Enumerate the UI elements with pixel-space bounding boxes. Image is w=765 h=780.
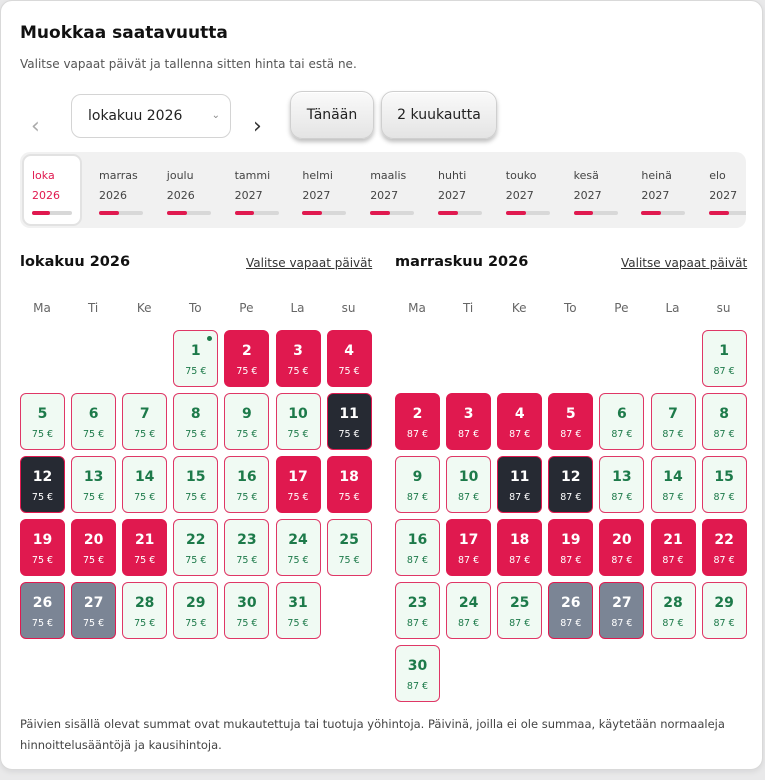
day-price: 75 € <box>236 555 258 566</box>
day-number: 14 <box>134 469 155 485</box>
day-cell[interactable] <box>446 393 491 450</box>
day-cell[interactable] <box>395 645 440 702</box>
day-number: 6 <box>617 406 627 422</box>
day-price: 87 € <box>406 618 429 629</box>
day-price: 75 € <box>31 555 54 566</box>
month-tab-progress-fill <box>506 211 526 215</box>
day-cell[interactable] <box>497 456 542 513</box>
day-number: 30 <box>237 595 257 611</box>
month-tab-loka[interactable] <box>22 154 82 226</box>
day-cell[interactable] <box>327 393 372 450</box>
prev-month-chevron-icon[interactable]: ‹ <box>31 114 40 139</box>
day-cell[interactable] <box>446 456 491 513</box>
day-number: 2 <box>412 406 423 422</box>
day-price: 75 € <box>236 366 258 377</box>
month-tab-progress <box>641 211 685 215</box>
month-tab-name: heinä <box>641 169 672 182</box>
day-number: 15 <box>714 469 734 485</box>
month-strip <box>20 152 746 228</box>
day-cell[interactable] <box>173 582 218 639</box>
day-price: 87 € <box>662 555 684 566</box>
month-tab-year: 2026 <box>99 189 127 202</box>
month-tab-year: 2026 <box>32 189 60 202</box>
day-cell[interactable] <box>122 456 167 513</box>
month-tab-year: 2027 <box>505 189 534 202</box>
month-tab-progress-fill <box>370 211 390 215</box>
day-number: 4 <box>344 343 354 359</box>
day-number: 25 <box>509 595 530 611</box>
day-number: 24 <box>458 595 479 611</box>
month-tab-name: huhti <box>438 169 467 182</box>
month-tab-tammi[interactable] <box>225 154 285 226</box>
day-number: 16 <box>407 532 428 548</box>
day-price: 75 € <box>134 429 156 440</box>
month-tab-year: 2027 <box>302 189 331 202</box>
day-price: 75 € <box>31 429 54 440</box>
month-tab-heinä[interactable] <box>631 154 691 226</box>
day-number: 19 <box>32 532 53 548</box>
day-number: 13 <box>612 469 632 485</box>
month-tab-kesä[interactable] <box>564 154 624 226</box>
select-free-days-link[interactable]: Valitse vapaat päivät <box>621 256 748 270</box>
month-tab-name: loka <box>32 169 55 182</box>
day-cell[interactable] <box>122 582 167 639</box>
month-tab-progress <box>506 211 550 215</box>
weekday-label: La <box>665 301 680 315</box>
month-tab-progress-fill <box>438 211 458 215</box>
day-number: 19 <box>561 532 581 548</box>
day-number: 13 <box>83 469 104 485</box>
day-number: 25 <box>339 532 359 548</box>
month-tab-progress <box>370 211 414 215</box>
day-price: 87 € <box>458 618 480 629</box>
calendar-title: marraskuu 2026 <box>395 254 529 270</box>
day-number: 30 <box>407 658 428 674</box>
month-tab-progress-fill <box>709 211 729 215</box>
day-number: 20 <box>83 532 104 548</box>
day-price: 87 € <box>406 429 429 440</box>
weekday-label: Ti <box>462 301 474 315</box>
day-number: 11 <box>509 469 530 485</box>
day-price: 75 € <box>236 492 258 503</box>
month-tab-progress-fill <box>32 211 50 215</box>
calendar-title: lokakuu 2026 <box>20 254 131 270</box>
day-number: 31 <box>288 595 308 611</box>
day-price: 87 € <box>611 429 633 440</box>
day-number: 17 <box>288 469 308 485</box>
month-tab-progress-fill <box>235 211 255 215</box>
day-number: 3 <box>293 343 303 359</box>
month-tab-progress-fill <box>302 211 322 215</box>
day-price: 75 € <box>83 555 105 566</box>
month-tab-touko[interactable] <box>496 154 556 226</box>
day-number: 11 <box>339 406 359 422</box>
day-cell[interactable] <box>497 393 542 450</box>
month-tab-progress <box>302 211 346 215</box>
month-tab-year: 2026 <box>166 189 195 202</box>
weekday-label: Pe <box>239 301 254 315</box>
day-number: 3 <box>463 406 474 422</box>
month-tab-year: 2027 <box>709 189 738 202</box>
month-tab-marras[interactable] <box>89 154 149 226</box>
month-tab-name: marras <box>99 169 138 182</box>
day-price: 75 € <box>287 366 309 377</box>
day-price: 87 € <box>662 492 684 503</box>
day-number: 29 <box>714 595 734 611</box>
day-cell[interactable] <box>224 582 269 639</box>
day-price: 87 € <box>713 429 735 440</box>
day-price: 75 € <box>185 618 207 629</box>
month-tab-progress-fill <box>574 211 594 215</box>
day-number: 22 <box>714 532 734 548</box>
day-price: 75 € <box>185 492 207 503</box>
day-cell[interactable] <box>599 519 644 576</box>
day-number: 28 <box>134 595 155 611</box>
day-number: 7 <box>668 406 678 422</box>
day-cell[interactable] <box>276 582 321 639</box>
day-price: 75 € <box>31 492 54 503</box>
day-price: 87 € <box>713 555 735 566</box>
footer-note: Päivien sisällä olevat summat ovat mukautettuja tai tuotuja yöhintoja. Päivinä, joilla ei ole summaa, käytetään normaaleja hinnoittelusääntöjä ja kausihintoja. <box>20 717 725 752</box>
day-cell[interactable] <box>173 519 218 576</box>
day-cell[interactable] <box>702 519 747 576</box>
day-cell[interactable] <box>173 393 218 450</box>
weekday-label: La <box>290 301 305 315</box>
day-number: 9 <box>242 406 252 422</box>
day-number: 20 <box>612 532 632 548</box>
day-price: 75 € <box>134 618 156 629</box>
day-number: 27 <box>612 595 632 611</box>
day-price: 75 € <box>236 618 258 629</box>
day-price: 75 € <box>134 492 156 503</box>
month-tab-name: kesä <box>573 169 599 182</box>
month-tab-progress <box>99 211 143 215</box>
day-price: 75 € <box>287 429 309 440</box>
day-cell[interactable] <box>71 519 116 576</box>
day-cell[interactable] <box>20 393 65 450</box>
day-number: 24 <box>288 532 308 548</box>
day-price: 87 € <box>406 681 429 692</box>
day-cell[interactable] <box>395 519 440 576</box>
day-price: 87 € <box>560 618 582 629</box>
day-number: 14 <box>663 469 683 485</box>
day-cell[interactable] <box>71 393 116 450</box>
day-cell[interactable] <box>20 582 65 639</box>
weekday-label: To <box>563 301 577 315</box>
day-cell[interactable] <box>327 519 372 576</box>
day-price: 87 € <box>560 429 582 440</box>
month-select-value: lokakuu 2026 <box>88 108 183 124</box>
month-tab-name: helmi <box>302 169 333 182</box>
dialog-title: Muokkaa saatavuutta <box>20 23 228 43</box>
day-price: 75 € <box>287 492 309 503</box>
day-cell[interactable] <box>20 519 65 576</box>
day-number: 21 <box>134 532 155 548</box>
day-cell[interactable] <box>71 582 116 639</box>
weekday-label: Ma <box>408 301 426 315</box>
day-cell[interactable] <box>548 393 593 450</box>
day-cell[interactable] <box>446 519 491 576</box>
month-tab-progress-fill <box>641 211 661 215</box>
month-tab-progress-fill <box>167 211 187 215</box>
day-cell[interactable] <box>395 582 440 639</box>
day-price: 87 € <box>662 429 684 440</box>
dialog-subtitle: Valitse vapaat päivät ja tallenna sitten hinta tai estä ne. <box>20 57 357 71</box>
weekday-label: su <box>716 301 731 315</box>
day-cell[interactable] <box>122 519 167 576</box>
month-tab-progress-fill <box>99 211 119 215</box>
day-number: 27 <box>83 595 104 611</box>
month-tab-helmi[interactable] <box>292 154 352 226</box>
day-price: 75 € <box>31 618 54 629</box>
day-number: 8 <box>190 406 201 422</box>
day-price: 87 € <box>458 429 480 440</box>
day-number: 12 <box>32 469 53 485</box>
day-price: 87 € <box>509 492 531 503</box>
day-cell[interactable] <box>702 393 747 450</box>
day-cell[interactable] <box>276 393 321 450</box>
day-cell[interactable] <box>276 519 321 576</box>
day-cell[interactable] <box>20 456 65 513</box>
day-cell[interactable] <box>122 393 167 450</box>
month-tab-maalis[interactable] <box>360 154 420 226</box>
day-number: 10 <box>458 469 479 485</box>
day-price: 87 € <box>406 492 429 503</box>
day-cell[interactable] <box>702 330 747 387</box>
day-number: 7 <box>139 406 150 422</box>
month-tab-name: elo <box>709 169 726 182</box>
day-price: 75 € <box>185 555 207 566</box>
day-number: 1 <box>719 343 729 359</box>
today-dot-icon <box>207 336 212 341</box>
day-cell[interactable] <box>71 456 116 513</box>
day-cell[interactable] <box>224 519 269 576</box>
day-price: 75 € <box>236 429 258 440</box>
day-cell[interactable] <box>395 456 440 513</box>
day-cell[interactable] <box>599 393 644 450</box>
day-price: 87 € <box>662 618 684 629</box>
month-tab-progress <box>438 211 482 215</box>
day-cell[interactable] <box>395 393 440 450</box>
weekday-label: To <box>188 301 202 315</box>
month-tab-progress <box>709 211 746 215</box>
day-price: 87 € <box>560 492 582 503</box>
day-number: 5 <box>565 406 576 422</box>
day-price: 75 € <box>83 618 105 629</box>
day-cell[interactable] <box>548 456 593 513</box>
day-cell[interactable] <box>548 519 593 576</box>
day-cell[interactable] <box>651 393 696 450</box>
day-number: 2 <box>242 343 252 359</box>
day-cell[interactable] <box>276 456 321 513</box>
day-cell[interactable] <box>173 456 218 513</box>
month-tab-name: tammi <box>234 169 271 182</box>
day-price: 87 € <box>713 618 735 629</box>
day-price: 75 € <box>185 366 207 377</box>
two-months-button[interactable]: 2 kuukautta <box>381 91 497 139</box>
day-number: 5 <box>37 406 48 422</box>
day-number: 26 <box>561 595 581 611</box>
day-number: 9 <box>412 469 423 485</box>
day-number: 26 <box>32 595 53 611</box>
day-price: 87 € <box>458 555 480 566</box>
next-month-chevron-icon[interactable]: › <box>253 114 262 139</box>
month-tab-name: joulu <box>166 169 194 182</box>
month-tab-progress <box>574 211 618 215</box>
weekday-label: Ke <box>511 301 527 315</box>
day-cell[interactable] <box>327 330 372 387</box>
weekday-label: Pe <box>614 301 629 315</box>
day-price: 75 € <box>338 429 360 440</box>
day-number: 17 <box>458 532 479 548</box>
day-cell[interactable] <box>327 456 372 513</box>
month-tab-year: 2027 <box>234 189 263 202</box>
month-tab-joulu[interactable] <box>157 154 217 226</box>
day-number: 10 <box>288 406 308 422</box>
day-cell[interactable] <box>276 330 321 387</box>
day-cell[interactable] <box>497 582 542 639</box>
day-price: 75 € <box>338 492 360 503</box>
day-number: 15 <box>186 469 206 485</box>
day-number: 21 <box>663 532 683 548</box>
day-cell[interactable] <box>651 582 696 639</box>
day-number: 16 <box>237 469 257 485</box>
weekday-label: Ma <box>33 301 51 315</box>
day-cell[interactable] <box>651 456 696 513</box>
day-price: 87 € <box>406 555 429 566</box>
day-number: 1 <box>190 343 201 359</box>
day-number: 6 <box>88 406 99 422</box>
day-price: 87 € <box>611 492 633 503</box>
day-price: 87 € <box>509 429 531 440</box>
weekday-label: su <box>341 301 356 315</box>
day-number: 23 <box>407 595 428 611</box>
day-price: 87 € <box>611 555 633 566</box>
day-cell[interactable] <box>702 456 747 513</box>
day-price: 87 € <box>713 366 735 377</box>
day-price: 87 € <box>560 555 582 566</box>
day-number: 29 <box>186 595 206 611</box>
day-price: 87 € <box>509 555 531 566</box>
day-cell[interactable] <box>446 582 491 639</box>
month-tab-year: 2027 <box>370 189 399 202</box>
day-cell[interactable] <box>599 456 644 513</box>
day-number: 23 <box>237 532 257 548</box>
day-number: 28 <box>663 595 683 611</box>
day-price: 75 € <box>134 555 156 566</box>
month-tab-year: 2027 <box>641 189 670 202</box>
month-tab-name: touko <box>505 169 537 182</box>
day-cell[interactable] <box>224 330 269 387</box>
day-number: 18 <box>509 532 530 548</box>
day-cell[interactable] <box>173 330 218 387</box>
month-tab-progress <box>235 211 279 215</box>
day-cell[interactable] <box>497 519 542 576</box>
day-price: 75 € <box>83 492 105 503</box>
day-price: 87 € <box>509 618 531 629</box>
month-tab-name: maalis <box>370 169 407 182</box>
day-number: 8 <box>719 406 729 422</box>
day-price: 75 € <box>338 366 360 377</box>
month-tab-elo[interactable] <box>699 154 746 226</box>
month-tab-year: 2027 <box>573 189 602 202</box>
day-price: 75 € <box>287 555 309 566</box>
day-cell[interactable] <box>651 519 696 576</box>
day-cell[interactable] <box>224 456 269 513</box>
today-button[interactable]: Tänään <box>290 91 374 139</box>
month-tab-progress <box>32 211 72 215</box>
select-free-days-link[interactable]: Valitse vapaat päivät <box>246 256 373 270</box>
day-cell[interactable] <box>599 582 644 639</box>
day-price: 87 € <box>611 618 633 629</box>
day-cell[interactable] <box>224 393 269 450</box>
weekday-label: Ke <box>136 301 152 315</box>
day-price: 75 € <box>83 429 105 440</box>
month-select[interactable] <box>71 94 231 138</box>
month-tab-huhti[interactable] <box>428 154 488 226</box>
day-price: 75 € <box>185 429 207 440</box>
day-number: 22 <box>186 532 206 548</box>
day-price: 87 € <box>713 492 735 503</box>
day-price: 87 € <box>458 492 480 503</box>
day-cell[interactable] <box>702 582 747 639</box>
day-price: 75 € <box>287 618 309 629</box>
day-cell[interactable] <box>548 582 593 639</box>
month-tab-year: 2027 <box>438 189 466 202</box>
day-number: 4 <box>514 406 525 422</box>
chevron-down-icon: ⌄ <box>211 110 220 121</box>
day-number: 18 <box>339 469 359 485</box>
month-tab-progress <box>167 211 211 215</box>
day-price: 75 € <box>338 555 360 566</box>
weekday-label: Ti <box>87 301 99 315</box>
day-number: 12 <box>561 469 581 485</box>
